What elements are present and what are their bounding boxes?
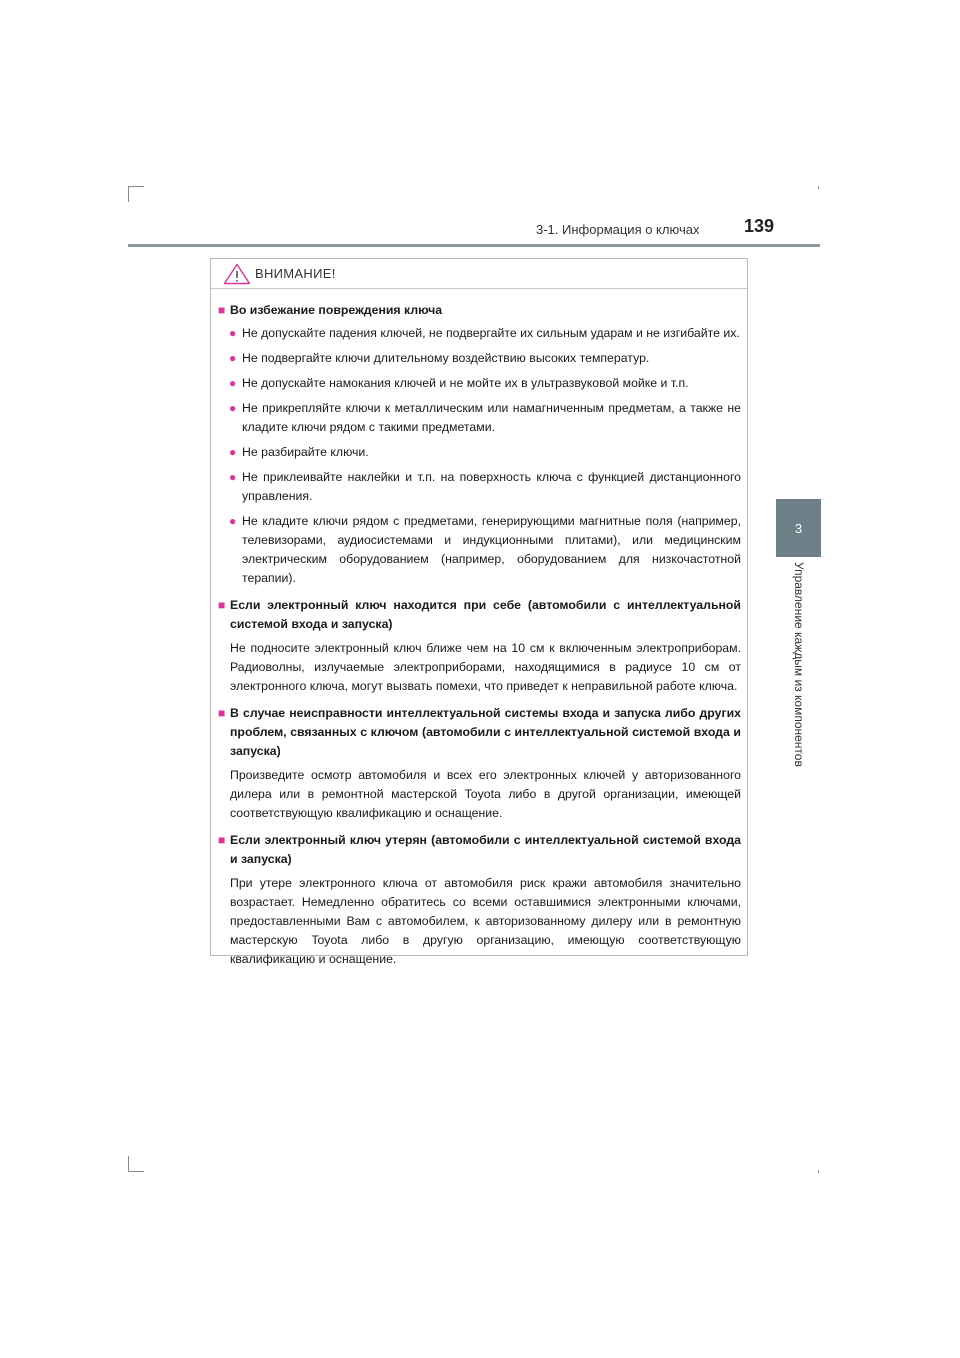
chapter-title: Управление каждым из компонентов xyxy=(792,562,806,767)
crop-mark-bottom-left-horizontal xyxy=(128,1171,144,1172)
caution-header xyxy=(211,259,747,289)
page-number: 139 xyxy=(744,216,775,236)
list-item: ● Не приклеивайте наклейки и т.п. на поверхность ключа с функцией дистанционного управления. xyxy=(218,468,741,506)
bullet-list xyxy=(218,324,741,588)
circle-bullet-icon: ● xyxy=(229,326,237,340)
section-text: При утере электронного ключа от автомобиля риск кражи автомобиля значительно возрастает. Немедленно обратитесь со всеми оставшимися электронными ключами, предоставленными Вам с автомобилем, к авторизованному дилеру или в ремонтную мастерскую Toyota либо в другую организацию, имеющую соответствующую квалификацию и оснащение. xyxy=(230,876,741,966)
caution-title: ВНИМАНИЕ! xyxy=(255,266,336,281)
section-title: ■ Во избежание повреждения ключа xyxy=(218,301,741,320)
crop-mark-top-left-vertical xyxy=(128,186,129,202)
chapter-tab[interactable]: 3 xyxy=(776,499,821,557)
square-bullet-icon: ■ xyxy=(218,833,226,847)
square-bullet-icon: ■ xyxy=(218,706,226,720)
list-item: ● Не разбирайте ключи. xyxy=(218,443,741,462)
section-key-damage xyxy=(218,301,741,588)
crop-mark-top-right xyxy=(818,186,819,189)
warning-triangle-icon xyxy=(223,263,251,285)
section-system-malfunction xyxy=(218,704,741,823)
square-bullet-icon: ■ xyxy=(218,598,226,612)
circle-bullet-icon: ● xyxy=(229,351,237,365)
circle-bullet-icon: ● xyxy=(229,470,237,484)
crop-mark-bottom-right xyxy=(818,1170,819,1173)
list-item: ● Не кладите ключи рядом с предметами, генерирующими магнитные поля (например, телевизорами, аудиосистемами и индукционными плитами), или медицинским электрическим оборудованием (например, оборудованием для низкочастотной терапии). xyxy=(218,512,741,588)
section-key-carried xyxy=(218,596,741,696)
circle-bullet-icon: ● xyxy=(229,401,237,415)
circle-bullet-icon: ● xyxy=(229,445,237,459)
crop-mark-bottom-left-vertical xyxy=(128,1156,129,1172)
section-title: ■ Если электронный ключ находится при себе (автомобили с интеллектуальной системой входа и запуска) xyxy=(218,596,741,634)
section-title: ■ В случае неисправности интеллектуальной системы входа и запуска либо других проблем, связанных с ключом (автомобили с интеллектуальной системой входа и запуска) xyxy=(218,704,741,761)
list-item: ● Не допускайте падения ключей, не подвергайте их сильным ударам и не изгибайте их. xyxy=(218,324,741,343)
crop-mark-top-left-horizontal xyxy=(128,186,144,187)
caution-box xyxy=(210,258,748,966)
list-item: ● Не прикрепляйте ключи к металлическим или намагниченным предметам, а также не кладите ключи рядом с такими предметами. xyxy=(218,399,741,437)
list-item: ● Не допускайте намокания ключей и не мойте их в ультразвуковой мойке и т.п. xyxy=(218,374,741,393)
section-text: Произведите осмотр автомобиля и всех его электронных ключей у авторизованного дилера или в ремонтной мастерской Toyota либо в другой организации, имеющей соответствующую квалификацию и оснащение. xyxy=(230,768,741,820)
circle-bullet-icon: ● xyxy=(229,514,237,528)
circle-bullet-icon: ● xyxy=(229,376,237,390)
section-title: ■ Если электронный ключ утерян (автомобили с интеллектуальной системой входа и запуска) xyxy=(218,831,741,869)
section-key-lost xyxy=(218,831,741,969)
section-label: 3-1. Информация о ключах xyxy=(536,222,700,237)
section-text: Не подносите электронный ключ ближе чем на 10 см к включенным электроприборам. Радиоволны, излучаемые электроприборами, находящимися в радиусе 10 см от электронного ключа, могут вызвать помехи, что приведет к неправильной работе ключа. xyxy=(230,641,741,693)
caution-body xyxy=(211,289,747,969)
header-divider xyxy=(128,244,820,247)
square-bullet-icon: ■ xyxy=(218,303,226,317)
list-item: ● Не подвергайте ключи длительному воздействию высоких температур. xyxy=(218,349,741,368)
